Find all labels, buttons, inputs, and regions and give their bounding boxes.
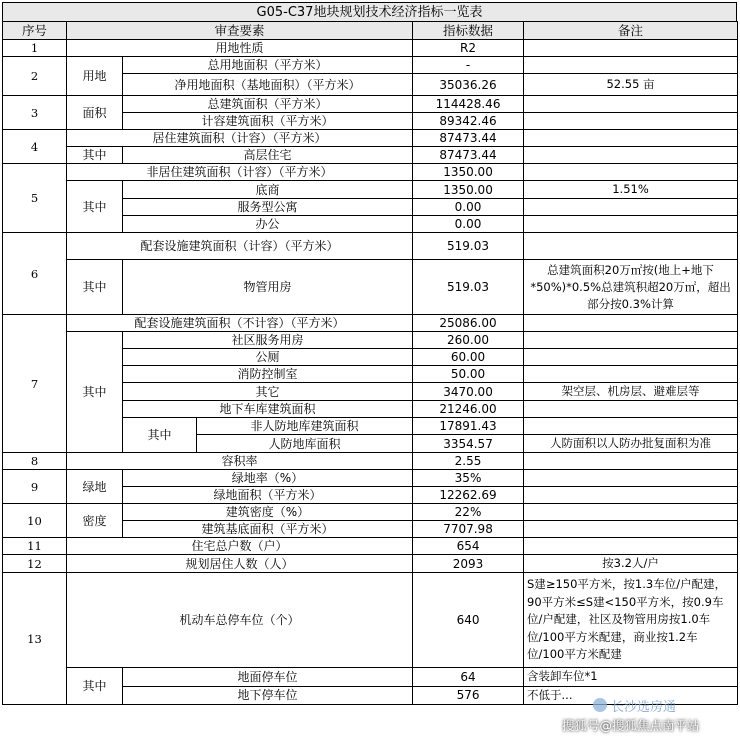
watermark-area	[493, 696, 737, 716]
note-cell: 52.55 亩	[524, 74, 738, 96]
value-cell: R2	[413, 40, 524, 57]
value-cell: 2.55	[413, 453, 524, 470]
item-label: 建筑密度（%）	[123, 504, 413, 521]
note-cell	[524, 40, 738, 57]
value-cell: 64	[413, 668, 524, 687]
table-row	[3, 57, 738, 74]
item-label: 容积率	[67, 453, 413, 470]
table-row	[3, 181, 738, 199]
note-cell: 架空层、机房层、避难层等	[524, 383, 738, 401]
note-cell: S建≥150平方米，按1.3车位/户配建，90平方米≤S建<150平方米，按0.9车位/户配建，社区及物管用房按1.0车位/100平方米配建，商业按1.2车位/100平方米配建	[524, 573, 738, 668]
value-cell: 17891.43	[413, 418, 524, 435]
note-cell	[524, 470, 738, 487]
note-cell	[524, 487, 738, 504]
table-row	[3, 315, 738, 332]
group-label-among: 其中	[123, 418, 197, 453]
group-label-land: 用地	[67, 57, 123, 96]
indicator-sheet	[2, 2, 737, 705]
table-row	[3, 164, 738, 181]
note-cell	[524, 349, 738, 366]
item-label: 机动车总停车位（个）	[67, 573, 413, 668]
header-row	[3, 22, 738, 40]
seq-cell: 10	[3, 504, 67, 538]
value-cell: 21246.00	[413, 401, 524, 418]
item-label: 住宅总户数（户）	[67, 538, 413, 555]
table-row	[3, 538, 738, 555]
item-label: 高层住宅	[123, 147, 413, 164]
item-label: 绿地率（%）	[123, 470, 413, 487]
item-label: 配套设施建筑面积（计容）（平方米）	[67, 233, 413, 260]
seq-cell: 11	[3, 538, 67, 555]
value-cell: 89342.46	[413, 113, 524, 130]
value-cell: -	[413, 57, 524, 74]
header-seq: 序号	[3, 22, 67, 40]
seq-cell: 13	[3, 573, 67, 705]
note-cell	[524, 113, 738, 130]
header-value: 指标数据	[413, 22, 524, 40]
seq-cell: 1	[3, 40, 67, 57]
table-row	[3, 668, 738, 687]
indicator-table	[2, 21, 738, 705]
group-label-among: 其中	[67, 332, 123, 453]
value-cell: 519.03	[413, 233, 524, 260]
note-cell	[524, 57, 738, 74]
note-cell	[524, 233, 738, 260]
item-label: 公厕	[123, 349, 413, 366]
value-cell: 3470.00	[413, 383, 524, 401]
seq-cell: 7	[3, 315, 67, 453]
note-cell	[524, 96, 738, 113]
note-cell	[524, 164, 738, 181]
item-label: 建筑基底面积（平方米）	[123, 521, 413, 538]
header-item: 审查要素	[67, 22, 413, 40]
item-label: 总用地面积（平方米）	[123, 57, 413, 74]
watermark-logo-icon	[593, 698, 607, 712]
table-row	[3, 130, 738, 147]
item-label: 服务型公寓	[123, 199, 413, 216]
value-cell: 25086.00	[413, 315, 524, 332]
item-label: 非居住建筑面积（计容）（平方米）	[67, 164, 413, 181]
table-row	[3, 260, 738, 315]
note-cell	[524, 147, 738, 164]
value-cell: 87473.44	[413, 130, 524, 147]
seq-cell: 5	[3, 164, 67, 233]
item-label: 地面停车位	[123, 668, 413, 687]
note-cell: 人防面积以人防办批复面积为准	[524, 435, 738, 453]
value-cell: 0.00	[413, 199, 524, 216]
note-cell	[524, 199, 738, 216]
value-cell: 12262.69	[413, 487, 524, 504]
value-cell: 0.00	[413, 216, 524, 233]
table-row	[3, 555, 738, 573]
seq-cell: 2	[3, 57, 67, 96]
note-cell	[524, 332, 738, 349]
note-cell	[524, 504, 738, 521]
item-label: 其它	[123, 383, 413, 401]
seq-cell: 8	[3, 453, 67, 470]
seq-cell: 4	[3, 130, 67, 164]
group-label-among: 其中	[67, 668, 123, 705]
note-cell	[524, 418, 738, 435]
item-label: 社区服务用房	[123, 332, 413, 349]
table-row	[3, 453, 738, 470]
note-cell: 总建筑面积20万㎡按(地上+地下*50%)*0.5%总建筑积超20万㎡，超出部分按0.3%计算	[524, 260, 738, 315]
watermark-top: 长沙选房通	[611, 700, 677, 715]
item-label: 净用地面积（基地面积）（平方米）	[123, 74, 413, 96]
table-row	[3, 233, 738, 260]
item-label: 规划居住人数（人）	[67, 555, 413, 573]
note-cell	[524, 315, 738, 332]
value-cell: 640	[413, 573, 524, 668]
group-label-among: 其中	[67, 181, 123, 233]
table-row	[3, 332, 738, 349]
note-cell: 不低于...	[524, 686, 738, 705]
note-cell: 按3.2人/户	[524, 555, 738, 573]
item-label: 地下车库建筑面积	[123, 401, 413, 418]
value-cell: 87473.44	[413, 147, 524, 164]
group-label-area: 面积	[67, 96, 123, 130]
value-cell: 50.00	[413, 366, 524, 383]
item-label: 用地性质	[67, 40, 413, 57]
value-cell: 35%	[413, 470, 524, 487]
item-label: 总建筑面积（平方米）	[123, 96, 413, 113]
item-label: 地下停车位	[123, 686, 413, 705]
item-label: 消防控制室	[123, 366, 413, 383]
group-label-among: 其中	[67, 260, 123, 315]
header-note: 备注	[524, 22, 738, 40]
seq-cell: 3	[3, 96, 67, 130]
value-cell: 1350.00	[413, 181, 524, 199]
table-row	[3, 504, 738, 521]
note-cell	[524, 453, 738, 470]
item-label: 绿地面积（平方米）	[123, 487, 413, 504]
item-label: 非人防地库建筑面积	[197, 418, 413, 435]
note-cell	[524, 538, 738, 555]
sheet-title: G05-C37地块规划技术经济指标一览表	[2, 2, 737, 21]
value-cell: 60.00	[413, 349, 524, 366]
note-cell	[524, 216, 738, 233]
note-cell	[524, 521, 738, 538]
seq-cell: 12	[3, 555, 67, 573]
group-label-among: 其中	[67, 147, 123, 164]
table-row	[3, 96, 738, 113]
table-row	[3, 40, 738, 57]
value-cell: 114428.46	[413, 96, 524, 113]
table-row	[3, 470, 738, 487]
value-cell: 22%	[413, 504, 524, 521]
note-cell	[524, 366, 738, 383]
value-cell: 2093	[413, 555, 524, 573]
note-cell	[524, 130, 738, 147]
item-label: 人防地库面积	[197, 435, 413, 453]
item-label: 居住建筑面积（计容）（平方米）	[67, 130, 413, 147]
table-row	[3, 147, 738, 164]
value-cell: 3354.57	[413, 435, 524, 453]
note-cell: 含装卸车位*1	[524, 668, 738, 687]
seq-cell: 9	[3, 470, 67, 504]
watermark-bottom: 搜狐号@搜狐焦点南平站	[562, 718, 700, 733]
value-cell: 576	[413, 686, 524, 705]
item-label: 底商	[123, 181, 413, 199]
item-label: 办公	[123, 216, 413, 233]
item-label: 计容建筑面积（平方米）	[123, 113, 413, 130]
value-cell: 1350.00	[413, 164, 524, 181]
note-cell	[524, 401, 738, 418]
value-cell: 7707.98	[413, 521, 524, 538]
seq-cell: 6	[3, 233, 67, 315]
table-row	[3, 573, 738, 668]
group-label-density: 密度	[67, 504, 123, 538]
value-cell: 519.03	[413, 260, 524, 315]
value-cell: 654	[413, 538, 524, 555]
group-label-green: 绿地	[67, 470, 123, 504]
item-label: 物管用房	[123, 260, 413, 315]
value-cell: 260.00	[413, 332, 524, 349]
note-cell: 1.51%	[524, 181, 738, 199]
value-cell: 35036.26	[413, 74, 524, 96]
item-label: 配套设施建筑面积（不计容）（平方米）	[67, 315, 413, 332]
